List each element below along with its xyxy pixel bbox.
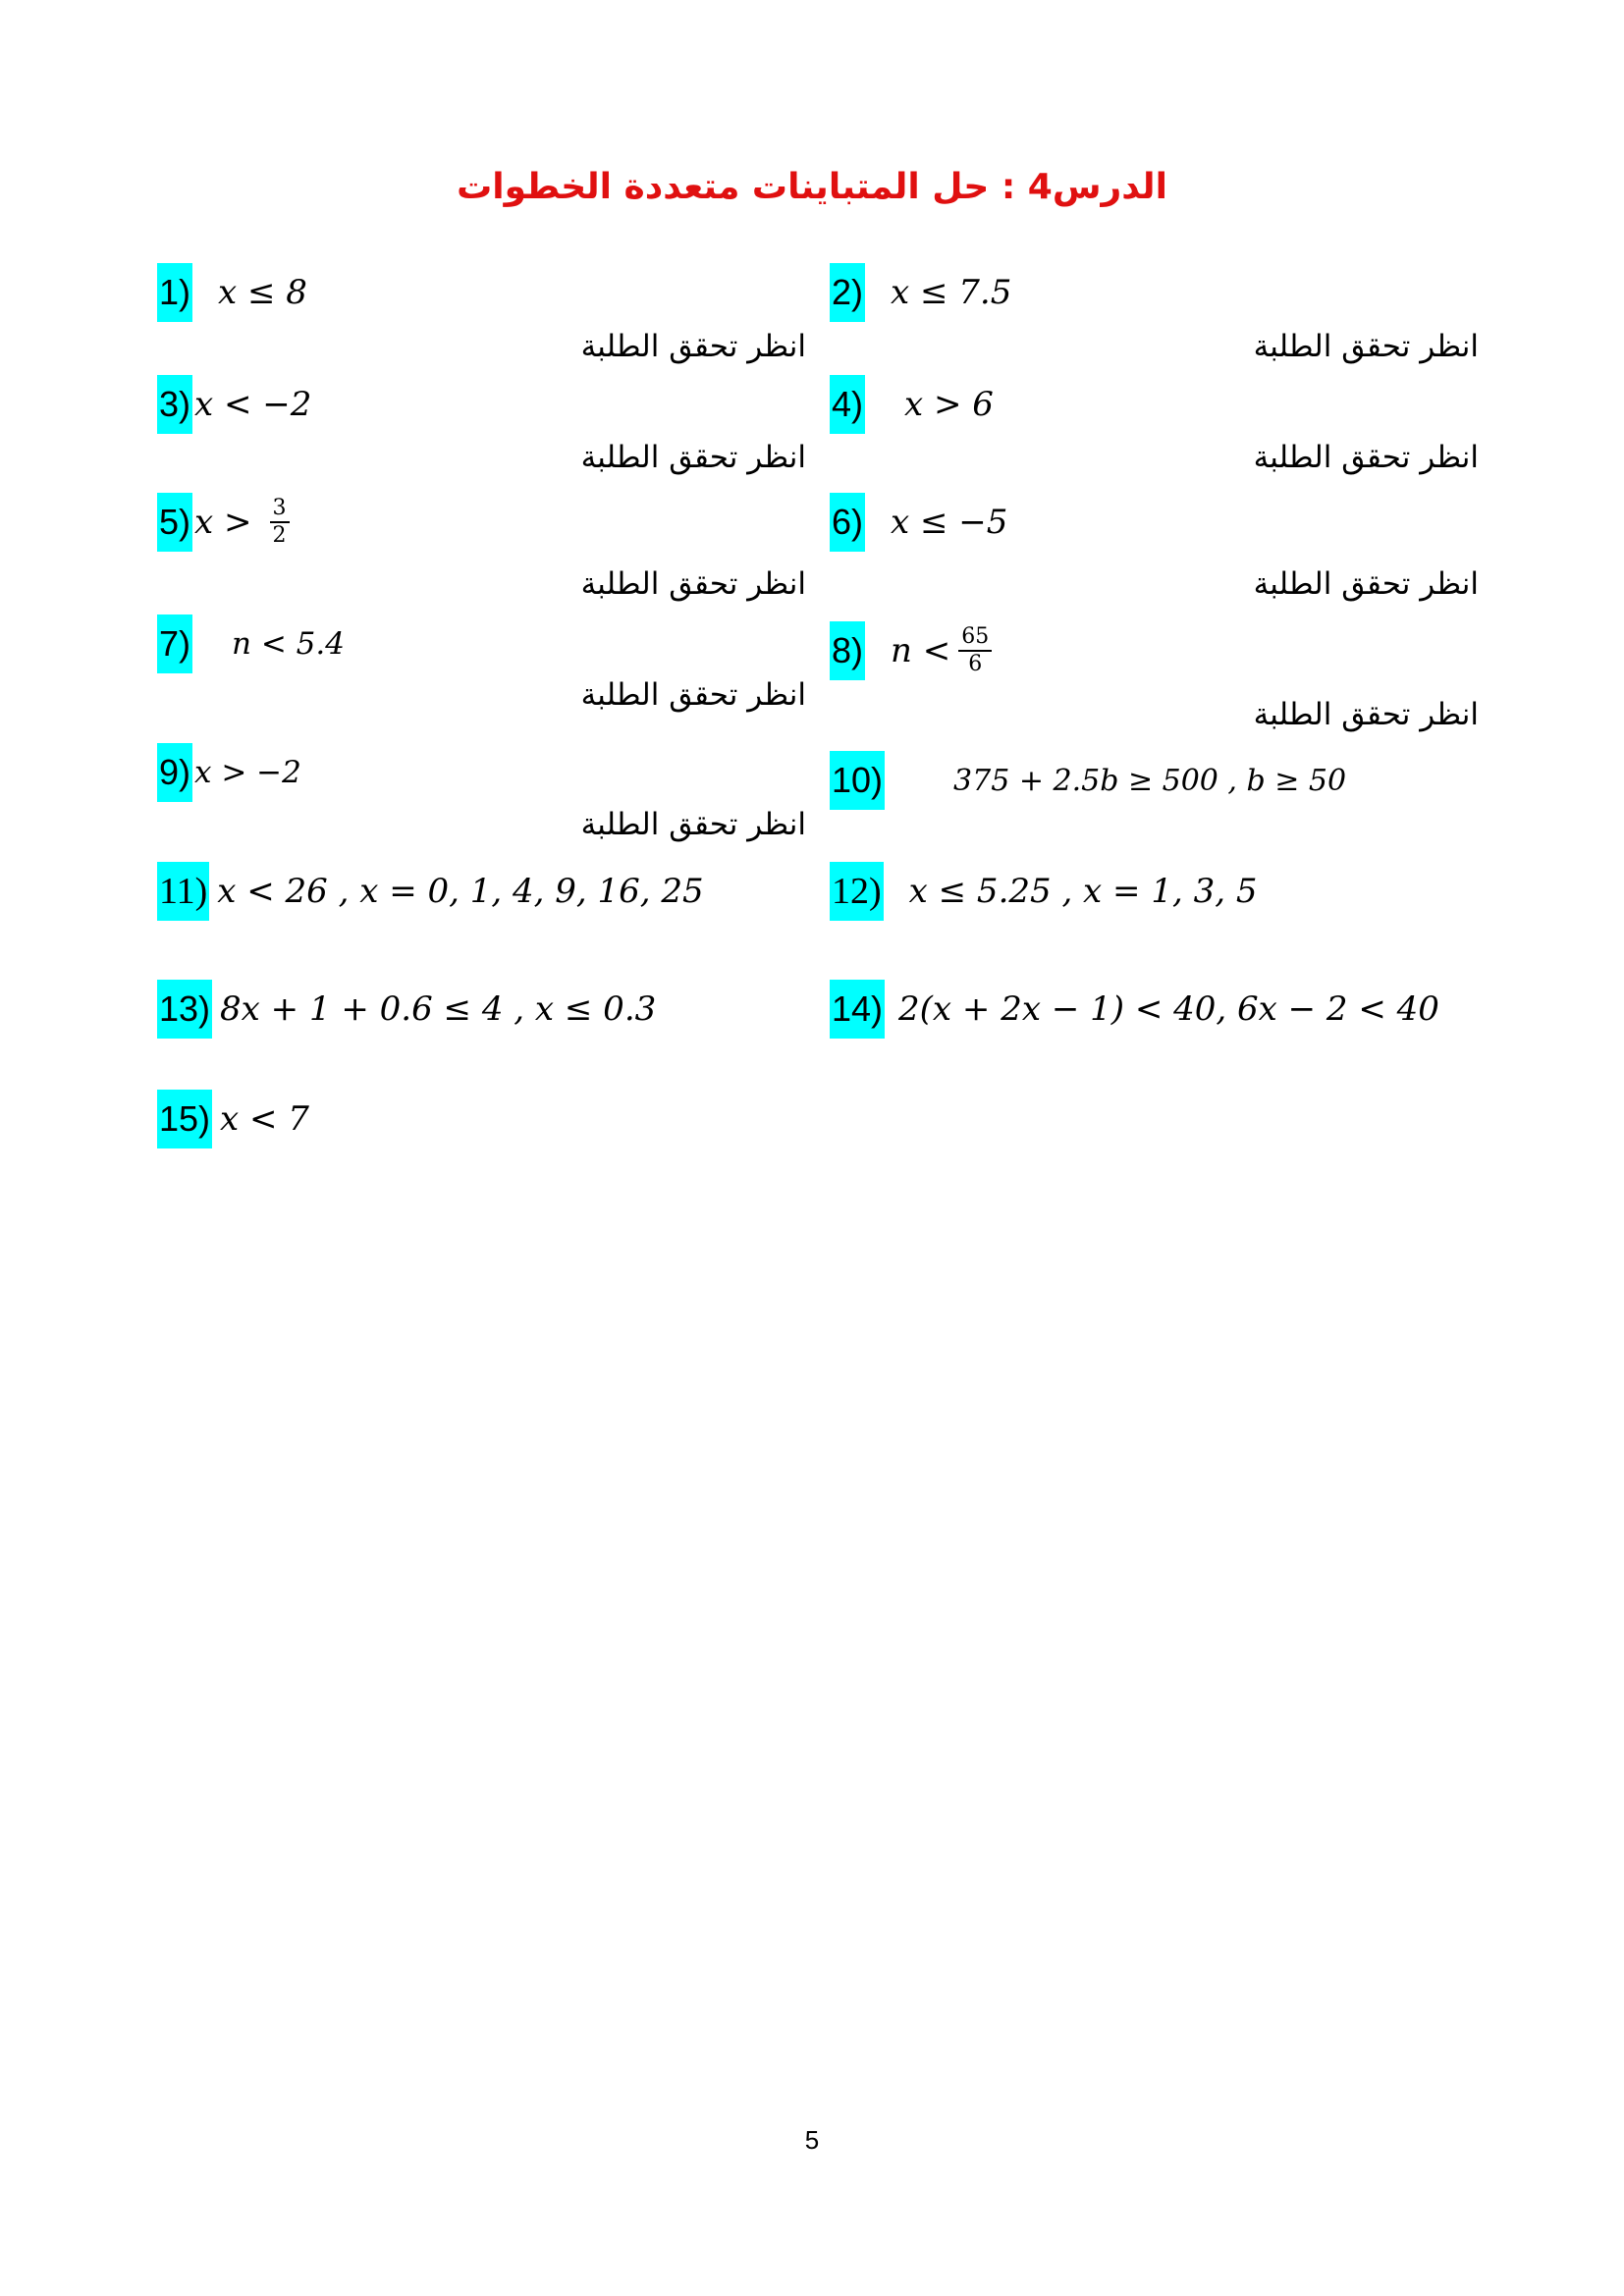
answer-8 (830, 621, 992, 680)
check-note: انظر تحقق الطلبة (1253, 329, 1479, 364)
answer-9 (157, 743, 301, 802)
answer-number: 13) (157, 980, 212, 1039)
fraction (270, 496, 290, 549)
answer-number: 2) (830, 263, 865, 322)
answer-15 (157, 1090, 309, 1148)
answer-expression: x ≤ 8 (218, 273, 307, 312)
answer-4 (830, 375, 994, 434)
answer-number: 14) (830, 980, 885, 1039)
fraction-numerator: 65 (958, 624, 992, 652)
answer-expression: x ≤ 5.25 , x = 1, 3, 5 (908, 872, 1258, 911)
answer-expression: x > 6 (904, 385, 994, 424)
answer-2 (830, 263, 1011, 322)
answer-number: 3) (157, 375, 192, 434)
answer-7 (157, 614, 345, 673)
check-note: انظر تحقق الطلبة (580, 566, 806, 602)
answer-expression: n < (891, 631, 951, 670)
answer-number: 10) (830, 751, 885, 810)
check-note: انظر تحقق الطلبة (1253, 566, 1479, 602)
answer-10 (830, 751, 1346, 810)
answer-number: 11) (157, 862, 209, 921)
answer-expression: x > (194, 503, 252, 542)
answer-expression: 375 + 2.5b ≥ 500 , b ≥ 50 (953, 763, 1347, 798)
answer-number: 4) (830, 375, 865, 434)
answer-expression: x < 7 (220, 1099, 309, 1139)
check-note: انظر تحقق الطلبة (580, 677, 806, 713)
answer-14 (830, 980, 1439, 1039)
answer-1 (157, 263, 307, 322)
fraction-denominator: 6 (968, 652, 983, 676)
fraction (958, 624, 992, 677)
answer-expression: x ≤ 7.5 (891, 273, 1012, 312)
page-title: الدرس4 : حل المتباينات متعددة الخطوات (457, 167, 1167, 207)
answer-11 (157, 862, 704, 921)
check-note: انظر تحقق الطلبة (580, 329, 806, 364)
answer-number: 15) (157, 1090, 212, 1148)
answer-number: 6) (830, 493, 865, 552)
answer-number: 7) (157, 614, 192, 673)
answer-number: 12) (830, 862, 884, 921)
check-note: انظر تحقق الطلبة (1253, 697, 1479, 732)
check-note: انظر تحقق الطلبة (1253, 440, 1479, 475)
answer-number: 8) (830, 621, 865, 680)
answer-6 (830, 493, 1007, 552)
answer-expression: x < 26 , x = 0, 1, 4, 9, 16, 25 (217, 872, 704, 911)
check-note: انظر تحقق الطلبة (580, 440, 806, 475)
answer-number: 1) (157, 263, 192, 322)
answer-expression: x > −2 (194, 755, 301, 790)
answer-expression: 8x + 1 + 0.6 ≤ 4 , x ≤ 0.3 (220, 989, 657, 1029)
fraction-numerator: 3 (270, 496, 290, 523)
answer-number: 9) (157, 743, 192, 802)
answer-number: 5) (157, 493, 192, 552)
check-note: انظر تحقق الطلبة (580, 807, 806, 842)
answer-expression: n < 5.4 (232, 626, 345, 662)
answer-13 (157, 980, 656, 1039)
answer-expression: x ≤ −5 (891, 503, 1008, 542)
answer-expression: 2(x + 2x − 1) < 40, 6x − 2 < 40 (898, 989, 1439, 1029)
answer-12 (830, 862, 1257, 921)
answer-expression: x < −2 (194, 385, 312, 424)
page-number: 5 (804, 2125, 820, 2155)
fraction-denominator: 2 (272, 523, 287, 548)
answer-5 (157, 493, 290, 552)
answer-3 (157, 375, 311, 434)
